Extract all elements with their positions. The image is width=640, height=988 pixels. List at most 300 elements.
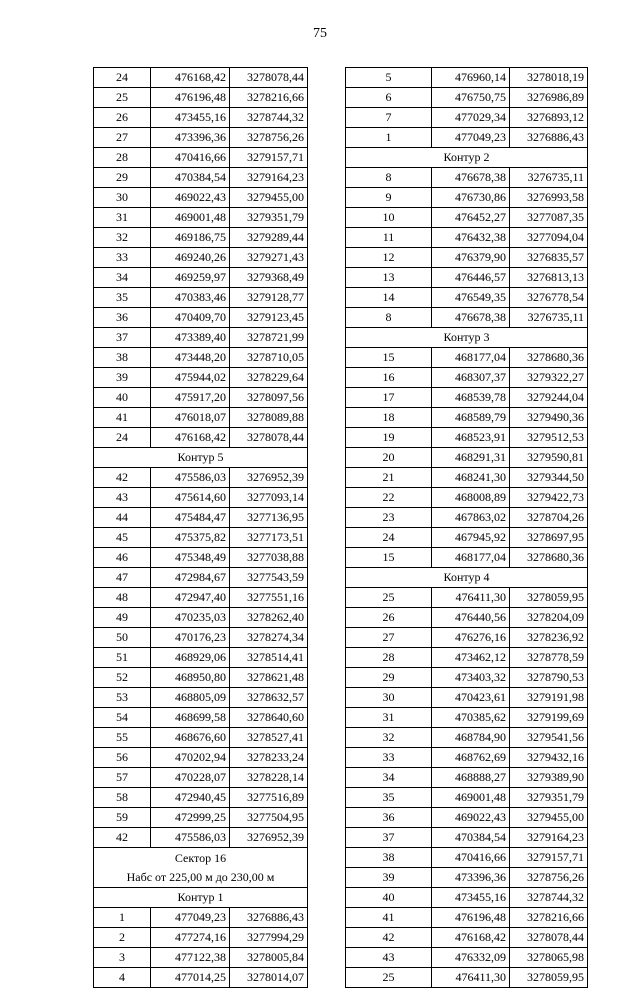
table-row	[346, 748, 588, 768]
table-row	[94, 968, 308, 988]
y-coordinate-cell: 3278059,95	[510, 968, 588, 988]
y-coordinate-cell: 3278216,66	[230, 88, 308, 108]
x-coordinate-cell: 476276,16	[432, 628, 510, 648]
x-coordinate-cell: 468008,89	[432, 488, 510, 508]
x-coordinate-cell: 475917,20	[151, 388, 230, 408]
x-coordinate-cell: 477029,34	[432, 108, 510, 128]
y-coordinate-cell: 3278790,53	[510, 668, 588, 688]
table-row	[94, 188, 308, 208]
x-coordinate-cell: 468805,09	[151, 688, 230, 708]
table-row	[346, 68, 588, 88]
y-coordinate-cell: 3278744,32	[510, 888, 588, 908]
y-coordinate-cell: 3276778,54	[510, 288, 588, 308]
table-row	[346, 788, 588, 808]
table-row	[94, 348, 308, 368]
point-number-cell: 11	[346, 228, 432, 248]
x-coordinate-cell: 476018,07	[151, 408, 230, 428]
table-row	[94, 728, 308, 748]
y-coordinate-cell: 3278527,41	[230, 728, 308, 748]
table-row	[346, 128, 588, 148]
x-coordinate-cell: 469186,75	[151, 228, 230, 248]
x-coordinate-cell: 472947,40	[151, 588, 230, 608]
table-row	[94, 308, 308, 328]
x-coordinate-cell: 469240,26	[151, 248, 230, 268]
x-coordinate-cell: 476440,56	[432, 608, 510, 628]
table-row	[94, 548, 308, 568]
y-coordinate-cell: 3279512,53	[510, 428, 588, 448]
x-coordinate-cell: 476432,38	[432, 228, 510, 248]
table-row	[346, 608, 588, 628]
point-number-cell: 43	[346, 948, 432, 968]
x-coordinate-cell: 476196,48	[432, 908, 510, 928]
table-row	[346, 348, 588, 368]
y-coordinate-cell: 3278514,41	[230, 648, 308, 668]
x-coordinate-cell: 468523,91	[432, 428, 510, 448]
y-coordinate-cell: 3277093,14	[230, 488, 308, 508]
point-number-cell: 49	[94, 608, 151, 628]
x-coordinate-cell: 472999,25	[151, 808, 230, 828]
y-coordinate-cell: 3276986,89	[510, 88, 588, 108]
point-number-cell: 25	[346, 968, 432, 988]
point-number-cell: 34	[346, 768, 432, 788]
point-number-cell: 30	[94, 188, 151, 208]
y-coordinate-cell: 3278065,98	[510, 948, 588, 968]
point-number-cell: 18	[346, 408, 432, 428]
coordinates-table-right	[345, 67, 588, 988]
x-coordinate-cell: 472940,45	[151, 788, 230, 808]
point-number-cell: 3	[94, 948, 151, 968]
x-coordinate-cell: 476960,14	[432, 68, 510, 88]
x-coordinate-cell: 469001,48	[151, 208, 230, 228]
point-number-cell: 23	[346, 508, 432, 528]
point-number-cell: 52	[94, 668, 151, 688]
table-row	[94, 948, 308, 968]
y-coordinate-cell: 3278078,44	[230, 68, 308, 88]
y-coordinate-cell: 3278778,59	[510, 648, 588, 668]
y-coordinate-cell: 3277504,95	[230, 808, 308, 828]
y-coordinate-cell: 3278640,60	[230, 708, 308, 728]
table-row	[346, 768, 588, 788]
point-number-cell: 5	[346, 68, 432, 88]
x-coordinate-cell: 469022,43	[151, 188, 230, 208]
contour-title: Контур 1	[94, 888, 308, 908]
y-coordinate-cell: 3276813,13	[510, 268, 588, 288]
contour-header-row	[346, 328, 588, 348]
x-coordinate-cell: 470416,66	[151, 148, 230, 168]
sector-name: Сектор 16	[174, 850, 227, 865]
x-coordinate-cell: 473455,16	[151, 108, 230, 128]
x-coordinate-cell: 476411,30	[432, 588, 510, 608]
y-coordinate-cell: 3278744,32	[230, 108, 308, 128]
contour-header-row	[346, 568, 588, 588]
y-coordinate-cell: 3277543,59	[230, 568, 308, 588]
table-row	[346, 488, 588, 508]
x-coordinate-cell: 470409,70	[151, 308, 230, 328]
point-number-cell: 38	[94, 348, 151, 368]
x-coordinate-cell: 468539,78	[432, 388, 510, 408]
point-number-cell: 13	[346, 268, 432, 288]
point-number-cell: 20	[346, 448, 432, 468]
coordinates-table-left	[93, 67, 308, 988]
y-coordinate-cell: 3278710,05	[230, 348, 308, 368]
x-coordinate-cell: 469022,43	[432, 808, 510, 828]
table-row	[94, 168, 308, 188]
table-row	[346, 528, 588, 548]
y-coordinate-cell: 3279199,69	[510, 708, 588, 728]
y-coordinate-cell: 3278262,40	[230, 608, 308, 628]
point-number-cell: 24	[94, 428, 151, 448]
point-number-cell: 30	[346, 688, 432, 708]
table-row	[346, 428, 588, 448]
table-row	[346, 908, 588, 928]
table-row	[94, 108, 308, 128]
x-coordinate-cell: 470235,03	[151, 608, 230, 628]
table-row	[346, 888, 588, 908]
y-coordinate-cell: 3278756,26	[230, 128, 308, 148]
table-row	[346, 948, 588, 968]
point-number-cell: 1	[94, 908, 151, 928]
x-coordinate-cell: 476379,90	[432, 248, 510, 268]
y-coordinate-cell: 3279157,71	[230, 148, 308, 168]
table-row	[346, 508, 588, 528]
y-coordinate-cell: 3276952,39	[230, 828, 308, 848]
y-coordinate-cell: 3277551,16	[230, 588, 308, 608]
sector-header-row	[94, 848, 308, 888]
table-row	[94, 468, 308, 488]
point-number-cell: 58	[94, 788, 151, 808]
table-row	[346, 728, 588, 748]
contour-header-row	[94, 448, 308, 468]
y-coordinate-cell: 3277516,89	[230, 788, 308, 808]
y-coordinate-cell: 3278014,07	[230, 968, 308, 988]
point-number-cell: 40	[94, 388, 151, 408]
y-coordinate-cell: 3277173,51	[230, 528, 308, 548]
table-row	[346, 308, 588, 328]
y-coordinate-cell: 3278697,95	[510, 528, 588, 548]
point-number-cell: 2	[94, 928, 151, 948]
point-number-cell: 39	[94, 368, 151, 388]
y-coordinate-cell: 3278216,66	[510, 908, 588, 928]
x-coordinate-cell: 476446,57	[432, 268, 510, 288]
table-row	[346, 628, 588, 648]
table-row	[346, 288, 588, 308]
x-coordinate-cell: 476168,42	[432, 928, 510, 948]
table-row	[346, 408, 588, 428]
y-coordinate-cell: 3279455,00	[510, 808, 588, 828]
x-coordinate-cell: 470423,61	[432, 688, 510, 708]
table-row	[94, 508, 308, 528]
y-coordinate-cell: 3278680,36	[510, 348, 588, 368]
table-row	[94, 648, 308, 668]
point-number-cell: 47	[94, 568, 151, 588]
x-coordinate-cell: 467945,92	[432, 528, 510, 548]
point-number-cell: 41	[346, 908, 432, 928]
x-coordinate-cell: 468241,30	[432, 468, 510, 488]
x-coordinate-cell: 472984,67	[151, 568, 230, 588]
point-number-cell: 27	[346, 628, 432, 648]
point-number-cell: 38	[346, 848, 432, 868]
point-number-cell: 16	[346, 368, 432, 388]
table-row	[346, 548, 588, 568]
y-coordinate-cell: 3279351,79	[510, 788, 588, 808]
y-coordinate-cell: 3278229,64	[230, 368, 308, 388]
y-coordinate-cell: 3279164,23	[230, 168, 308, 188]
x-coordinate-cell: 476678,38	[432, 308, 510, 328]
table-row	[346, 368, 588, 388]
point-number-cell: 39	[346, 868, 432, 888]
x-coordinate-cell: 477049,23	[432, 128, 510, 148]
y-coordinate-cell: 3278018,19	[510, 68, 588, 88]
point-number-cell: 1	[346, 128, 432, 148]
x-coordinate-cell: 468177,04	[432, 548, 510, 568]
sector-depth-range: Набс от 225,00 м до 230,00 м	[126, 869, 275, 884]
table-row	[94, 808, 308, 828]
x-coordinate-cell: 470385,62	[432, 708, 510, 728]
point-number-cell: 37	[346, 828, 432, 848]
x-coordinate-cell: 476332,09	[432, 948, 510, 968]
point-number-cell: 31	[346, 708, 432, 728]
x-coordinate-cell: 475348,49	[151, 548, 230, 568]
point-number-cell: 32	[94, 228, 151, 248]
y-coordinate-cell: 3279432,16	[510, 748, 588, 768]
table-row	[346, 928, 588, 948]
contour-header-row	[94, 888, 308, 908]
x-coordinate-cell: 468676,60	[151, 728, 230, 748]
point-number-cell: 42	[346, 928, 432, 948]
table-row	[346, 588, 588, 608]
x-coordinate-cell: 468589,79	[432, 408, 510, 428]
x-coordinate-cell: 476549,35	[432, 288, 510, 308]
y-coordinate-cell: 3278704,26	[510, 508, 588, 528]
point-number-cell: 26	[94, 108, 151, 128]
table-row	[94, 768, 308, 788]
point-number-cell: 9	[346, 188, 432, 208]
table-row	[94, 488, 308, 508]
point-number-cell: 53	[94, 688, 151, 708]
table-row	[346, 848, 588, 868]
x-coordinate-cell: 473396,36	[432, 868, 510, 888]
y-coordinate-cell: 3279455,00	[230, 188, 308, 208]
point-number-cell: 15	[346, 548, 432, 568]
point-number-cell: 42	[94, 828, 151, 848]
point-number-cell: 29	[346, 668, 432, 688]
point-number-cell: 21	[346, 468, 432, 488]
y-coordinate-cell: 3276735,11	[510, 168, 588, 188]
table-row	[346, 708, 588, 728]
point-number-cell: 33	[94, 248, 151, 268]
y-coordinate-cell: 3277994,29	[230, 928, 308, 948]
table-row	[94, 688, 308, 708]
point-number-cell: 8	[346, 308, 432, 328]
table-row	[346, 228, 588, 248]
y-coordinate-cell: 3277087,35	[510, 208, 588, 228]
point-number-cell: 4	[94, 968, 151, 988]
point-number-cell: 15	[346, 348, 432, 368]
table-row	[94, 528, 308, 548]
point-number-cell: 57	[94, 768, 151, 788]
point-number-cell: 32	[346, 728, 432, 748]
point-number-cell: 24	[94, 68, 151, 88]
x-coordinate-cell: 468307,37	[432, 368, 510, 388]
point-number-cell: 59	[94, 808, 151, 828]
point-number-cell: 48	[94, 588, 151, 608]
table-row	[94, 748, 308, 768]
point-number-cell: 12	[346, 248, 432, 268]
point-number-cell: 28	[346, 648, 432, 668]
point-number-cell: 54	[94, 708, 151, 728]
table-row	[346, 808, 588, 828]
point-number-cell: 25	[94, 88, 151, 108]
table-row	[94, 568, 308, 588]
table-row	[346, 248, 588, 268]
point-number-cell: 25	[346, 588, 432, 608]
y-coordinate-cell: 3278228,14	[230, 768, 308, 788]
table-row	[94, 208, 308, 228]
table-row	[94, 228, 308, 248]
table-row	[94, 88, 308, 108]
y-coordinate-cell: 3278621,48	[230, 668, 308, 688]
point-number-cell: 19	[346, 428, 432, 448]
x-coordinate-cell: 477274,16	[151, 928, 230, 948]
x-coordinate-cell: 469001,48	[432, 788, 510, 808]
x-coordinate-cell: 470383,46	[151, 288, 230, 308]
y-coordinate-cell: 3279271,43	[230, 248, 308, 268]
x-coordinate-cell: 476750,75	[432, 88, 510, 108]
y-coordinate-cell: 3279157,71	[510, 848, 588, 868]
table-row	[94, 588, 308, 608]
table-row	[94, 428, 308, 448]
point-number-cell: 17	[346, 388, 432, 408]
y-coordinate-cell: 3279368,49	[230, 268, 308, 288]
y-coordinate-cell: 3276886,43	[230, 908, 308, 928]
page-number: 75	[313, 26, 327, 41]
point-number-cell: 27	[94, 128, 151, 148]
point-number-cell: 43	[94, 488, 151, 508]
x-coordinate-cell: 468291,31	[432, 448, 510, 468]
point-number-cell: 8	[346, 168, 432, 188]
table-row	[94, 828, 308, 848]
x-coordinate-cell: 475375,82	[151, 528, 230, 548]
y-coordinate-cell: 3279344,50	[510, 468, 588, 488]
contour-title: Контур 5	[94, 448, 308, 468]
point-number-cell: 24	[346, 528, 432, 548]
point-number-cell: 46	[94, 548, 151, 568]
y-coordinate-cell: 3276993,58	[510, 188, 588, 208]
point-number-cell: 44	[94, 508, 151, 528]
x-coordinate-cell: 477014,25	[151, 968, 230, 988]
y-coordinate-cell: 3278204,09	[510, 608, 588, 628]
table-row	[346, 468, 588, 488]
x-coordinate-cell: 476411,30	[432, 968, 510, 988]
table-row	[346, 448, 588, 468]
point-number-cell: 50	[94, 628, 151, 648]
x-coordinate-cell: 468177,04	[432, 348, 510, 368]
point-number-cell: 10	[346, 208, 432, 228]
x-coordinate-cell: 473455,16	[432, 888, 510, 908]
y-coordinate-cell: 3279289,44	[230, 228, 308, 248]
point-number-cell: 35	[94, 288, 151, 308]
contour-header-row	[346, 148, 588, 168]
point-number-cell: 36	[346, 808, 432, 828]
point-number-cell: 7	[346, 108, 432, 128]
y-coordinate-cell: 3279389,90	[510, 768, 588, 788]
y-coordinate-cell: 3279490,36	[510, 408, 588, 428]
y-coordinate-cell: 3276735,11	[510, 308, 588, 328]
point-number-cell: 35	[346, 788, 432, 808]
y-coordinate-cell: 3279128,77	[230, 288, 308, 308]
table-row	[346, 868, 588, 888]
point-number-cell: 51	[94, 648, 151, 668]
table-row	[346, 268, 588, 288]
point-number-cell: 14	[346, 288, 432, 308]
x-coordinate-cell: 470416,66	[432, 848, 510, 868]
table-row	[346, 668, 588, 688]
y-coordinate-cell: 3279541,56	[510, 728, 588, 748]
y-coordinate-cell: 3278078,44	[510, 928, 588, 948]
x-coordinate-cell: 470176,23	[151, 628, 230, 648]
x-coordinate-cell: 476730,86	[432, 188, 510, 208]
x-coordinate-cell: 473403,32	[432, 668, 510, 688]
table-row	[94, 408, 308, 428]
x-coordinate-cell: 473389,40	[151, 328, 230, 348]
table-row	[94, 68, 308, 88]
y-coordinate-cell: 3278089,88	[230, 408, 308, 428]
x-coordinate-cell: 470228,07	[151, 768, 230, 788]
point-number-cell: 56	[94, 748, 151, 768]
table-row	[94, 628, 308, 648]
table-row	[94, 908, 308, 928]
contour-title: Контур 4	[346, 568, 588, 588]
x-coordinate-cell: 469259,97	[151, 268, 230, 288]
table-row	[94, 608, 308, 628]
sector-title	[94, 848, 308, 888]
x-coordinate-cell: 473396,36	[151, 128, 230, 148]
x-coordinate-cell: 476196,48	[151, 88, 230, 108]
point-number-cell: 34	[94, 268, 151, 288]
point-number-cell: 31	[94, 208, 151, 228]
y-coordinate-cell: 3279322,27	[510, 368, 588, 388]
table-row	[346, 388, 588, 408]
table-row	[94, 388, 308, 408]
y-coordinate-cell: 3278721,99	[230, 328, 308, 348]
y-coordinate-cell: 3278236,92	[510, 628, 588, 648]
x-coordinate-cell: 468762,69	[432, 748, 510, 768]
x-coordinate-cell: 477122,38	[151, 948, 230, 968]
y-coordinate-cell: 3278680,36	[510, 548, 588, 568]
point-number-cell: 37	[94, 328, 151, 348]
x-coordinate-cell: 468929,06	[151, 648, 230, 668]
y-coordinate-cell: 3276886,43	[510, 128, 588, 148]
contour-title: Контур 2	[346, 148, 588, 168]
x-coordinate-cell: 468784,90	[432, 728, 510, 748]
point-number-cell: 26	[346, 608, 432, 628]
x-coordinate-cell: 476168,42	[151, 428, 230, 448]
x-coordinate-cell: 470384,54	[151, 168, 230, 188]
table-row	[94, 248, 308, 268]
point-number-cell: 55	[94, 728, 151, 748]
point-number-cell: 6	[346, 88, 432, 108]
table-row	[346, 828, 588, 848]
point-number-cell: 42	[94, 468, 151, 488]
point-number-cell: 28	[94, 148, 151, 168]
table-row	[346, 968, 588, 988]
table-row	[346, 648, 588, 668]
point-number-cell: 40	[346, 888, 432, 908]
table-row	[346, 188, 588, 208]
x-coordinate-cell: 476678,38	[432, 168, 510, 188]
y-coordinate-cell: 3279244,04	[510, 388, 588, 408]
y-coordinate-cell: 3278059,95	[510, 588, 588, 608]
